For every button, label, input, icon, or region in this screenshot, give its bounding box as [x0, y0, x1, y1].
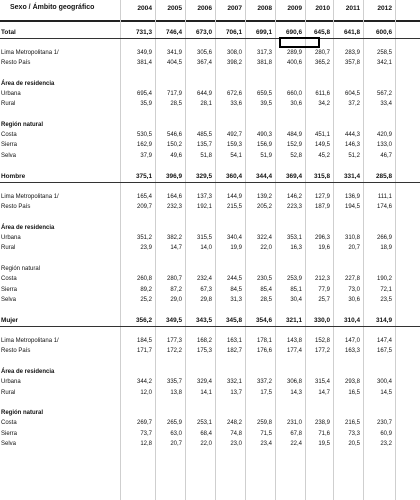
table-cell[interactable]: 695,4 [136, 90, 152, 97]
table-cell[interactable]: 176,6 [256, 348, 272, 355]
row-label: Área de residencia [1, 224, 55, 231]
table-cell[interactable]: 600,6 [376, 29, 392, 36]
row-label: Hombre [1, 173, 26, 181]
row-label: Selva [1, 296, 17, 303]
table-cell[interactable]: 190,2 [376, 276, 392, 283]
table-cell[interactable]: 23,2 [380, 441, 392, 447]
row-label: Región natural [1, 121, 44, 128]
year-header-2006: 2006 [197, 5, 212, 12]
table-row [0, 430, 420, 440]
table-cell[interactable]: 77,9 [318, 286, 330, 293]
table-cell[interactable]: 34,2 [318, 101, 330, 108]
year-header-2005: 2005 [167, 5, 182, 12]
table-cell[interactable]: 341,9 [166, 49, 182, 56]
table-cell[interactable]: 212,3 [314, 276, 330, 283]
table-cell[interactable]: 29,8 [200, 296, 212, 303]
table-cell[interactable]: 365,2 [314, 59, 330, 66]
table-row [0, 162, 420, 172]
table-cell[interactable]: 63,0 [170, 430, 182, 437]
table-cell[interactable]: 37,2 [348, 101, 360, 108]
table-cell[interactable]: 20,7 [170, 441, 182, 447]
table-cell[interactable]: 174,6 [376, 204, 392, 211]
row-label: Sierra [1, 142, 18, 149]
table-cell[interactable]: 29,0 [170, 296, 182, 303]
table-cell[interactable]: 51,9 [260, 152, 272, 159]
table-cell[interactable]: 230,5 [256, 276, 272, 283]
year-header-2012: 2012 [377, 5, 392, 12]
table-cell[interactable]: 699,1 [256, 29, 272, 36]
table-cell[interactable]: 45,2 [318, 152, 330, 159]
table-row [0, 234, 420, 244]
table-cell[interactable]: 382,2 [166, 235, 182, 241]
table-cell[interactable]: 265,9 [166, 420, 182, 427]
row-label: Mujer [1, 317, 19, 325]
table-cell[interactable]: 306,8 [286, 379, 302, 386]
table-cell[interactable]: 149,5 [314, 142, 330, 149]
table-cell[interactable]: 51,8 [200, 152, 212, 159]
table-cell[interactable]: 168,2 [196, 338, 212, 344]
table-cell[interactable]: 310,4 [344, 317, 360, 325]
table-cell[interactable]: 14,3 [290, 389, 302, 396]
table-cell[interactable]: 335,7 [166, 379, 182, 386]
row-label: Costa [1, 276, 17, 283]
table-cell[interactable]: 167,5 [376, 348, 392, 355]
table-cell[interactable]: 641,8 [344, 29, 360, 36]
table-cell[interactable]: 342,1 [376, 59, 392, 66]
table-cell[interactable]: 360,4 [226, 173, 242, 181]
table-cell[interactable]: 150,2 [166, 142, 182, 149]
table-cell[interactable]: 530,5 [136, 132, 152, 138]
row-label: Área de residencia [1, 80, 55, 87]
table-cell[interactable]: 375,1 [136, 173, 152, 181]
table-cell[interactable]: 672,6 [226, 90, 242, 97]
table-cell[interactable]: 172,2 [166, 348, 182, 355]
table-cell[interactable]: 329,4 [196, 379, 212, 386]
table-cell[interactable]: 310,8 [344, 235, 360, 241]
table-cell[interactable]: 344,4 [256, 173, 272, 181]
table-row [0, 265, 420, 275]
table-cell[interactable]: 73,0 [348, 286, 360, 293]
table-cell[interactable]: 68,4 [200, 430, 212, 437]
table-cell[interactable]: 177,4 [286, 348, 302, 355]
table-cell[interactable]: 171,7 [136, 348, 152, 355]
table-cell[interactable]: 19,9 [230, 245, 242, 252]
table-cell[interactable]: 746,4 [166, 29, 182, 36]
table-cell[interactable]: 215,5 [226, 204, 242, 211]
row-label: Costa [1, 132, 17, 138]
table-cell[interactable]: 20,5 [348, 441, 360, 447]
table-cell[interactable]: 67,3 [200, 286, 212, 293]
table-cell[interactable]: 152,9 [286, 142, 302, 149]
table-cell[interactable]: 321,1 [286, 317, 302, 325]
table-cell[interactable]: 13,8 [170, 389, 182, 396]
table-cell[interactable]: 400,6 [286, 59, 302, 66]
table-cell[interactable]: 253,9 [286, 276, 302, 283]
table-row [0, 80, 420, 90]
table-cell[interactable]: 28,5 [170, 101, 182, 108]
table-cell[interactable]: 139,2 [256, 193, 272, 200]
row-label: Región natural [1, 410, 44, 417]
row-label: Área de residencia [1, 368, 55, 375]
table-cell[interactable]: 51,2 [348, 152, 360, 159]
table-row [0, 296, 420, 306]
table-cell[interactable]: 611,6 [315, 90, 330, 97]
table-cell[interactable]: 39,5 [260, 101, 272, 108]
table-cell[interactable]: 33,6 [230, 101, 242, 108]
table-cell[interactable]: 396,9 [166, 173, 182, 181]
table-cell[interactable]: 258,5 [376, 49, 392, 56]
table-cell[interactable]: 156,9 [256, 142, 272, 149]
table-cell[interactable]: 194,5 [344, 204, 360, 211]
table-row [0, 100, 420, 110]
table-cell[interactable]: 492,7 [226, 132, 242, 138]
table-cell[interactable]: 177,3 [166, 338, 182, 344]
table-row [0, 183, 420, 193]
table-cell[interactable]: 165,4 [136, 193, 152, 200]
table-cell[interactable]: 16,3 [290, 245, 302, 252]
table-cell[interactable]: 717,9 [166, 90, 182, 97]
row-label: Resto País [1, 204, 31, 211]
table-cell[interactable]: 296,3 [314, 235, 330, 241]
table-cell[interactable]: 152,8 [314, 338, 330, 344]
table-cell[interactable]: 31,3 [230, 296, 242, 303]
table-cell[interactable]: 144,9 [226, 193, 242, 200]
year-header-2011: 2011 [345, 5, 360, 12]
table-cell[interactable]: 30,4 [290, 296, 302, 303]
table-cell[interactable]: 451,1 [314, 132, 330, 138]
table-cell[interactable]: 404,5 [166, 59, 182, 66]
table-cell[interactable]: 567,2 [376, 90, 392, 97]
table-cell[interactable]: 22,4 [290, 441, 302, 447]
table-cell[interactable]: 25,2 [140, 296, 152, 303]
table-cell[interactable]: 285,8 [376, 173, 392, 181]
table-cell[interactable]: 381,8 [256, 59, 272, 66]
table-row [0, 255, 420, 265]
table-cell[interactable]: 238,9 [314, 420, 330, 427]
table-cell[interactable]: 28,5 [260, 296, 272, 303]
table-cell[interactable]: 367,4 [196, 59, 212, 66]
table-cell[interactable]: 14,1 [200, 389, 212, 396]
table-row [0, 244, 420, 254]
table-cell[interactable]: 353,1 [286, 235, 302, 241]
row-label: Total [1, 29, 16, 36]
year-header-2008: 2008 [257, 5, 272, 12]
table-cell[interactable]: 305,6 [196, 49, 212, 56]
table-cell[interactable]: 444,3 [344, 132, 360, 138]
table-cell[interactable]: 184,5 [136, 338, 152, 344]
table-cell[interactable]: 60,9 [380, 430, 392, 437]
table-cell[interactable]: 23,9 [140, 245, 152, 252]
table-cell[interactable]: 16,5 [348, 389, 360, 396]
table-cell[interactable]: 645,8 [314, 29, 330, 36]
table-cell[interactable]: 17,5 [260, 389, 272, 396]
table-cell[interactable]: 28,1 [200, 101, 212, 108]
table-cell[interactable]: 344,2 [136, 379, 152, 386]
table-cell[interactable]: 231,0 [286, 420, 302, 427]
table-cell[interactable]: 731,3 [136, 29, 152, 36]
table-cell[interactable]: 54,1 [230, 152, 242, 159]
year-header-2009: 2009 [287, 5, 302, 12]
table-cell[interactable]: 18,9 [380, 245, 392, 252]
table-cell[interactable]: 146,3 [344, 142, 360, 149]
row-label: Lima Metropolitana 1/ [1, 193, 59, 200]
table-row [0, 368, 420, 378]
table-cell[interactable]: 283,9 [344, 49, 360, 56]
table-cell[interactable]: 67,8 [290, 430, 302, 437]
table-cell[interactable]: 216,5 [344, 420, 360, 427]
table-row [0, 275, 420, 285]
table-cell[interactable]: 136,9 [344, 193, 360, 200]
table-cell[interactable]: 485,5 [196, 132, 212, 138]
row-label: Lima Metropolitana 1/ [1, 49, 59, 56]
table-row [0, 358, 420, 368]
table-cell[interactable]: 322,4 [256, 235, 272, 241]
table-cell[interactable]: 315,5 [196, 235, 212, 241]
table-cell[interactable]: 52,8 [290, 152, 302, 159]
row-label: Rural [1, 101, 16, 108]
table-cell[interactable]: 223,3 [286, 204, 302, 211]
table-cell[interactable]: 706,1 [226, 29, 242, 36]
table-cell[interactable]: 14,7 [170, 245, 182, 252]
table-cell[interactable]: 230,7 [376, 420, 392, 427]
table-cell[interactable]: 381,4 [136, 59, 152, 66]
table-cell[interactable]: 178,1 [256, 338, 272, 344]
table-row [0, 389, 420, 399]
table-row [0, 327, 420, 337]
table-cell[interactable]: 23,4 [260, 441, 272, 447]
table-cell[interactable]: 25,7 [318, 296, 330, 303]
table-cell[interactable]: 659,5 [256, 90, 272, 97]
row-label: Urbana [1, 379, 21, 386]
table-cell[interactable]: 331,4 [344, 173, 360, 181]
table-cell[interactable]: 74,8 [230, 430, 242, 437]
table-cell[interactable]: 164,6 [166, 193, 182, 200]
year-header-2010: 2010 [315, 5, 330, 12]
row-label: Sierra [1, 430, 18, 437]
table-cell[interactable]: 146,2 [286, 193, 302, 200]
row-label: Urbana [1, 235, 21, 241]
table-cell[interactable]: 329,5 [196, 173, 212, 181]
table-cell[interactable]: 147,0 [344, 338, 360, 344]
table-cell[interactable]: 46,7 [380, 152, 392, 159]
table-row [0, 440, 420, 450]
table-header-row [0, 0, 420, 22]
table-cell[interactable]: 332,1 [226, 379, 242, 386]
table-row [0, 399, 420, 409]
table-cell[interactable]: 85,4 [260, 286, 272, 293]
table-cell[interactable]: 546,6 [166, 132, 182, 138]
table-cell[interactable]: 398,2 [226, 59, 242, 66]
table-cell[interactable]: 30,6 [290, 101, 302, 108]
table-cell[interactable]: 369,4 [286, 173, 302, 181]
table-cell[interactable]: 73,3 [348, 430, 360, 437]
table-row [0, 110, 420, 120]
table-cell[interactable]: 644,9 [196, 90, 212, 97]
table-cell[interactable]: 289,9 [286, 49, 302, 56]
table-cell[interactable]: 159,3 [226, 142, 242, 149]
table-cell[interactable]: 30,6 [348, 296, 360, 303]
table-row [0, 224, 420, 234]
table-cell[interactable]: 13,7 [230, 389, 242, 396]
row-label: Resto País [1, 59, 31, 66]
table-cell[interactable]: 337,2 [256, 379, 272, 386]
table-cell[interactable]: 280,7 [166, 276, 182, 283]
table-row [0, 337, 420, 347]
table-cell[interactable]: 162,9 [136, 142, 152, 149]
table-cell[interactable]: 87,2 [170, 286, 182, 293]
table-cell[interactable]: 163,3 [344, 348, 360, 355]
table-cell[interactable]: 14,7 [318, 389, 330, 396]
table-row [0, 286, 420, 296]
table-cell[interactable]: 248,2 [226, 420, 242, 427]
year-header-2004: 2004 [137, 5, 152, 12]
table-cell[interactable]: 49,6 [170, 152, 182, 159]
table-cell[interactable]: 420,9 [376, 132, 392, 138]
table-cell[interactable]: 19,5 [318, 441, 330, 447]
row-label: Rural [1, 245, 16, 252]
table-cell[interactable]: 315,8 [314, 173, 330, 181]
table-cell[interactable]: 84,5 [230, 286, 242, 293]
table-cell[interactable]: 19,6 [318, 245, 330, 252]
table-cell[interactable]: 71,6 [318, 430, 330, 437]
table-row [0, 90, 420, 100]
table-cell[interactable]: 266,9 [376, 235, 392, 241]
table-row [0, 347, 420, 357]
table-cell[interactable]: 269,7 [136, 420, 152, 427]
table-cell[interactable]: 89,2 [140, 286, 152, 293]
table-cell[interactable]: 253,1 [196, 420, 212, 427]
table-cell[interactable]: 356,2 [136, 317, 152, 325]
table-cell[interactable]: 345,8 [226, 317, 242, 325]
table-cell[interactable]: 314,9 [376, 317, 392, 325]
table-cell[interactable]: 163,1 [226, 338, 242, 344]
table-cell[interactable]: 175,3 [196, 348, 212, 355]
table-cell[interactable]: 22,0 [260, 245, 272, 252]
table-row [0, 193, 420, 203]
table-cell[interactable]: 12,8 [140, 441, 152, 447]
table-row [0, 419, 420, 429]
table-row [0, 121, 420, 131]
table-row [0, 306, 420, 316]
table-cell[interactable]: 317,3 [256, 49, 272, 56]
table-cell[interactable]: 33,4 [380, 101, 392, 108]
table-cell[interactable]: 133,0 [376, 142, 392, 149]
table-row [0, 409, 420, 419]
table-cell[interactable]: 182,7 [226, 348, 242, 355]
table-cell[interactable]: 343,5 [196, 317, 212, 325]
row-label: Selva [1, 152, 17, 159]
table-row [0, 38, 420, 48]
table-cell[interactable]: 137,3 [196, 193, 212, 200]
table-cell[interactable]: 349,9 [136, 49, 152, 56]
table-cell[interactable]: 85,1 [290, 286, 302, 293]
table-cell[interactable]: 187,9 [314, 204, 330, 211]
table-cell[interactable]: 209,7 [136, 204, 152, 211]
table-row [0, 59, 420, 69]
table-cell[interactable]: 73,7 [140, 430, 152, 437]
table-row [0, 49, 420, 59]
year-header-2007: 2007 [227, 5, 242, 12]
table-cell[interactable]: 354,6 [256, 317, 272, 325]
table-cell[interactable]: 205,2 [256, 204, 272, 211]
table-cell[interactable]: 37,9 [140, 152, 152, 159]
table-cell[interactable]: 23,0 [230, 441, 242, 447]
row-label: Lima Metropolitana 1/ [1, 338, 59, 344]
table-cell[interactable]: 111,1 [377, 193, 392, 200]
table-cell[interactable]: 177,2 [314, 348, 330, 355]
row-label: Selva [1, 441, 17, 447]
table-row [0, 213, 420, 223]
table-cell[interactable]: 660,0 [286, 90, 302, 97]
table-cell[interactable]: 340,4 [226, 235, 242, 241]
selected-cell[interactable] [279, 37, 320, 48]
table-cell[interactable]: 300,4 [376, 379, 392, 386]
table-cell[interactable]: 490,3 [256, 132, 272, 138]
table-row [0, 131, 420, 141]
table-cell[interactable]: 690,6 [286, 29, 302, 36]
row-label: Urbana [1, 90, 21, 97]
table-cell[interactable]: 357,8 [344, 59, 360, 66]
table-cell[interactable]: 293,8 [344, 379, 360, 386]
column-header-label: Sexo / Ámbito geográfico [10, 4, 95, 11]
table-cell[interactable]: 280,7 [314, 49, 330, 56]
table-cell[interactable]: 22,0 [200, 441, 212, 447]
table-cell[interactable]: 259,8 [256, 420, 272, 427]
table-cell[interactable]: 308,0 [226, 49, 242, 56]
table-cell[interactable]: 244,5 [226, 276, 242, 283]
table-cell[interactable]: 20,7 [348, 245, 360, 252]
table-cell[interactable]: 349,5 [166, 317, 182, 325]
table-cell[interactable]: 127,9 [314, 193, 330, 200]
table-cell[interactable]: 14,5 [380, 389, 392, 396]
table-cell[interactable]: 192,1 [196, 204, 212, 211]
table-cell[interactable]: 35,9 [140, 101, 152, 108]
table-cell[interactable]: 72,1 [380, 286, 392, 293]
table-row [0, 152, 420, 162]
table-cell[interactable]: 604,5 [344, 90, 360, 97]
row-label: Resto País [1, 348, 31, 355]
table-row [0, 69, 420, 79]
table-cell[interactable]: 673,0 [196, 29, 212, 36]
table-cell[interactable]: 232,4 [196, 276, 212, 283]
table-cell[interactable]: 330,0 [314, 317, 330, 325]
table-row [0, 203, 420, 213]
table-cell[interactable]: 23,5 [380, 296, 392, 303]
row-label: Costa [1, 420, 17, 427]
table-cell[interactable]: 14,0 [200, 245, 212, 252]
table-cell[interactable]: 71,5 [260, 430, 272, 437]
table-cell[interactable]: 351,2 [136, 235, 152, 241]
table-cell[interactable]: 227,8 [344, 276, 360, 283]
table-cell[interactable]: 143,8 [286, 338, 302, 344]
row-label: Región natural [1, 265, 41, 272]
table-cell[interactable]: 12,0 [140, 389, 152, 396]
table-cell[interactable]: 315,4 [314, 379, 330, 386]
table-cell[interactable]: 484,9 [286, 132, 302, 138]
row-label: Rural [1, 389, 16, 396]
table-row [0, 378, 420, 388]
table-cell[interactable]: 260,8 [136, 276, 152, 283]
row-label: Sierra [1, 286, 18, 293]
table-cell[interactable]: 232,3 [166, 204, 182, 211]
table-cell[interactable]: 135,7 [196, 142, 212, 149]
table-row [0, 141, 420, 151]
table-cell[interactable]: 147,4 [376, 338, 392, 344]
